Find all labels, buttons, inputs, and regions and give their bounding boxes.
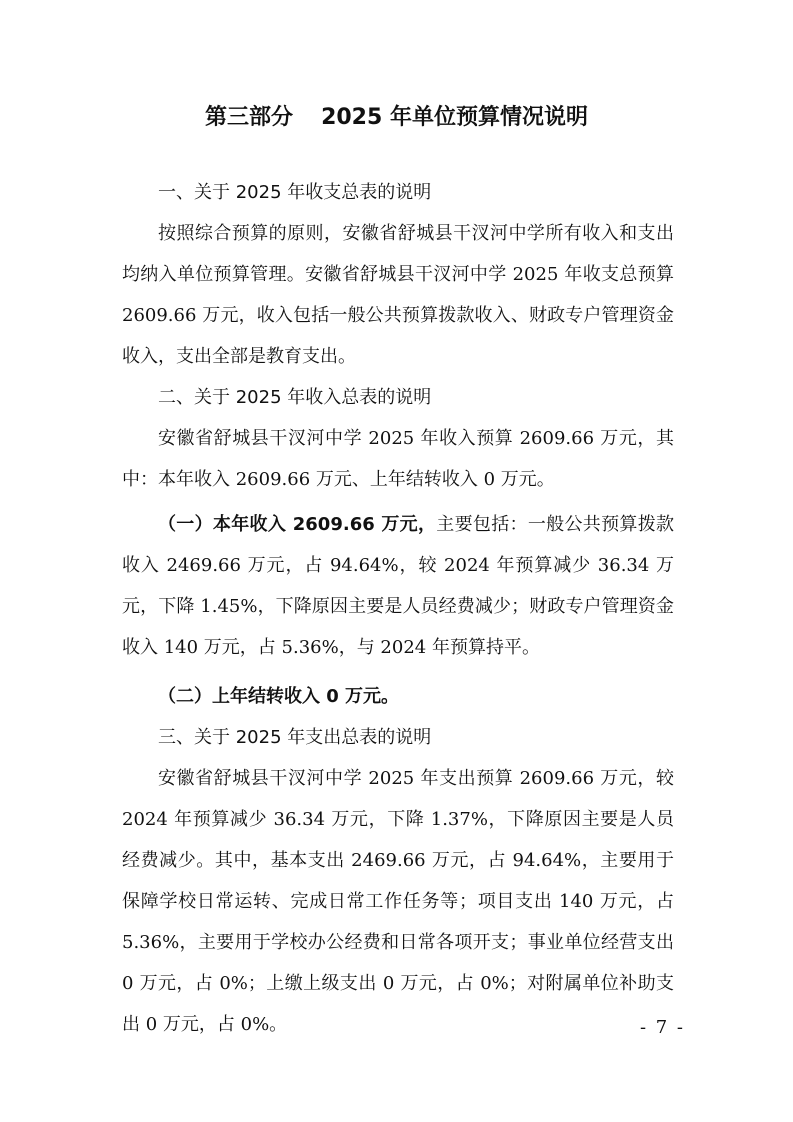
subsection-1-text: 主要包括：一般公共预算拨款收入 2469.66 万元，占 94.64%，较 2024 年预算减少 36.34 万元，下降 1.45%，下降原因主要是人员经费减少；财政专户管理资金收入 140 万元，占 5.36%，与 2024 年预算持平。	[122, 514, 674, 658]
page-number: - 7 -	[639, 1017, 685, 1038]
subsection-1-lead: （一）本年收入 2609.66 万元，	[158, 514, 437, 535]
page-title	[0, 98, 793, 138]
document-body	[122, 172, 674, 1045]
section-3-paragraph: 安徽省舒城县干汊河中学 2025 年支出预算 2609.66 万元，较 2024 年预算减少 36.34 万元，下降 1.37%，下降原因主要是人员经费减少。其中，基本支出 2469.66 万元，占 94.64%，主要用于保障学校日常运转、完成日常工作任务等；项目支出 140 万元，占 5.36%，主要用于学校办公经费和日常各项开支；事业单位经营支出 0 万元，占 0%；上缴上级支出 0 万元，占 0%；对附属单位补助支出 0 万元，占 0%。	[122, 768, 674, 1035]
section-2-paragraph: 安徽省舒城县干汊河中学 2025 年收入预算 2609.66 万元，其中：本年收入 2609.66 万元、上年结转收入 0 万元。	[122, 428, 674, 490]
section-1-heading: 一、关于 2025 年收支总表的说明	[158, 182, 432, 203]
section-2-heading: 二、关于 2025 年收入总表的说明	[158, 387, 432, 408]
title-part: 第三部分	[205, 105, 294, 130]
section-2-subsection-1	[122, 504, 674, 668]
section-1-paragraph: 按照综合预算的原则，安徽省舒城县干汊河中学所有收入和支出均纳入单位预算管理。安徽省舒城县干汊河中学 2025 年收支总预算 2609.66 万元，收入包括一般公共预算拨款收入、财政专户管理资金收入，支出全部是教育支出。	[122, 223, 674, 367]
section-2-subsection-2: （二）上年结转收入 0 万元。	[158, 686, 400, 707]
title-text: 2025 年单位预算情况说明	[321, 105, 588, 130]
section-3-heading: 三、关于 2025 年支出总表的说明	[158, 727, 432, 748]
